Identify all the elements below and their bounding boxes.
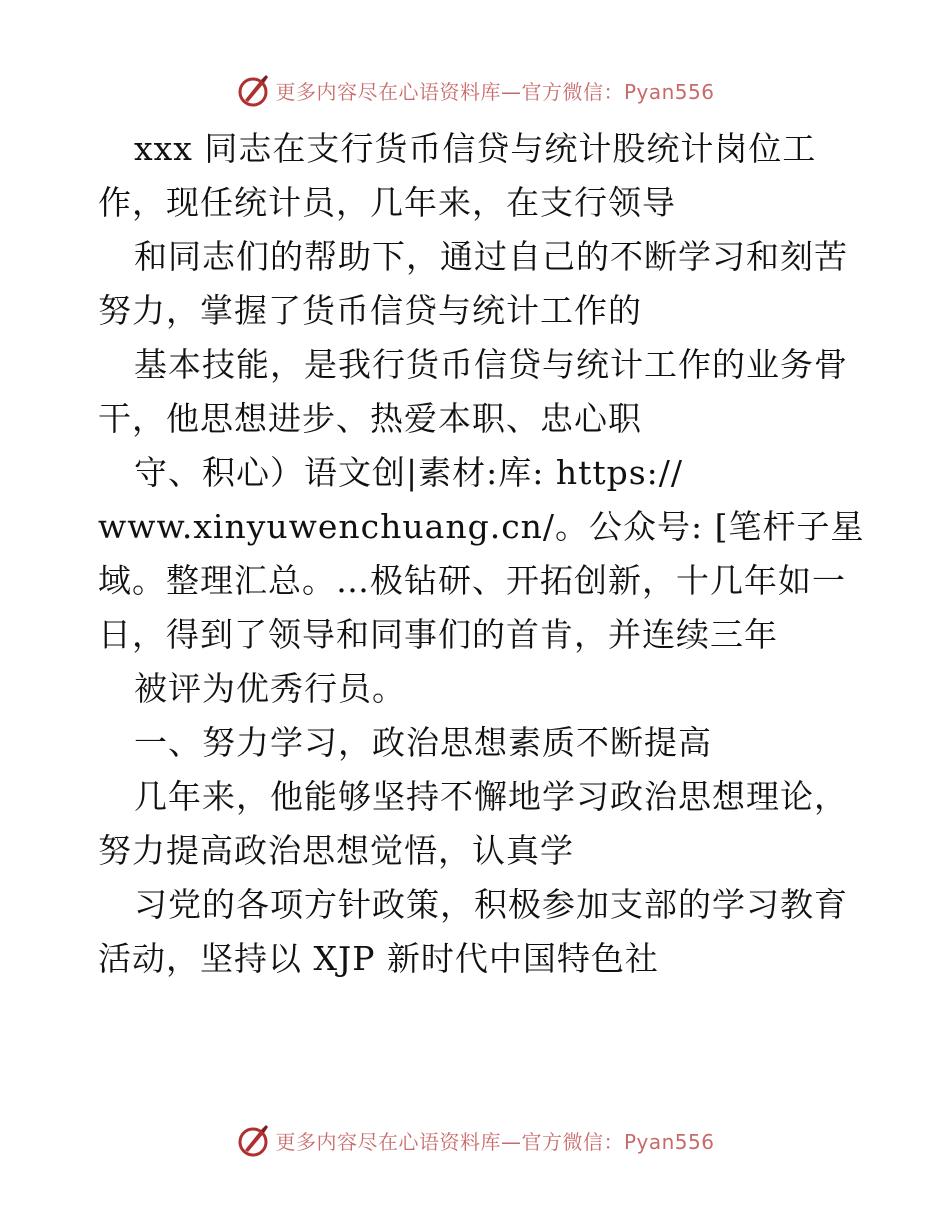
text-line: 努力，掌握了货币信贷与统计工作的 bbox=[98, 291, 642, 330]
text-line: 日，得到了领导和同事们的首肯，并连续三年 bbox=[98, 615, 778, 654]
section-heading: 一、努力学习，政治思想素质不断提高 bbox=[134, 723, 712, 762]
text-line: 习党的各项方针政策，积极参加支部的学习教育 bbox=[134, 885, 848, 924]
text-line: 作，现任统计员，几年来，在支行领导 bbox=[98, 183, 676, 222]
quill-logo-icon bbox=[235, 1122, 271, 1158]
text-line: 和同志们的帮助下，通过自己的不断学习和刻苦 bbox=[134, 237, 848, 276]
text-line: 几年来，他能够坚持不懈地学习政治思想理论， bbox=[134, 777, 848, 816]
banner-text: 更多内容尽在心语资料库—官方微信：Pyan556 bbox=[275, 79, 715, 104]
text-line: 域。整理汇总。…极钻研、开拓创新，十几年如一 bbox=[98, 561, 846, 600]
text-line: 活动，坚持以 XJP 新时代中国特色社 bbox=[98, 939, 659, 978]
text-line: xxx 同志在支行货币信贷与统计股统计岗位工 bbox=[134, 129, 817, 168]
text-line: 基本技能，是我行货币信贷与统计工作的业务骨 bbox=[134, 345, 848, 384]
text-line: 被评为优秀行员。 bbox=[134, 669, 406, 708]
text-line: 干，他思想进步、热爱本职、忠心职 bbox=[98, 399, 642, 438]
footer-banner bbox=[0, 1120, 950, 1160]
quill-logo-icon bbox=[235, 72, 271, 108]
header-banner bbox=[0, 70, 950, 110]
text-line: www.xinyuwenchuang.cn/。公众号: [笔杆子星 bbox=[98, 507, 865, 546]
document-body bbox=[98, 122, 888, 986]
banner-text: 更多内容尽在心语资料库—官方微信：Pyan556 bbox=[275, 1129, 715, 1154]
text-line: 守、积心）语文创|素材:库: https:// bbox=[134, 453, 684, 492]
text-line: 努力提高政治思想觉悟，认真学 bbox=[98, 831, 574, 870]
